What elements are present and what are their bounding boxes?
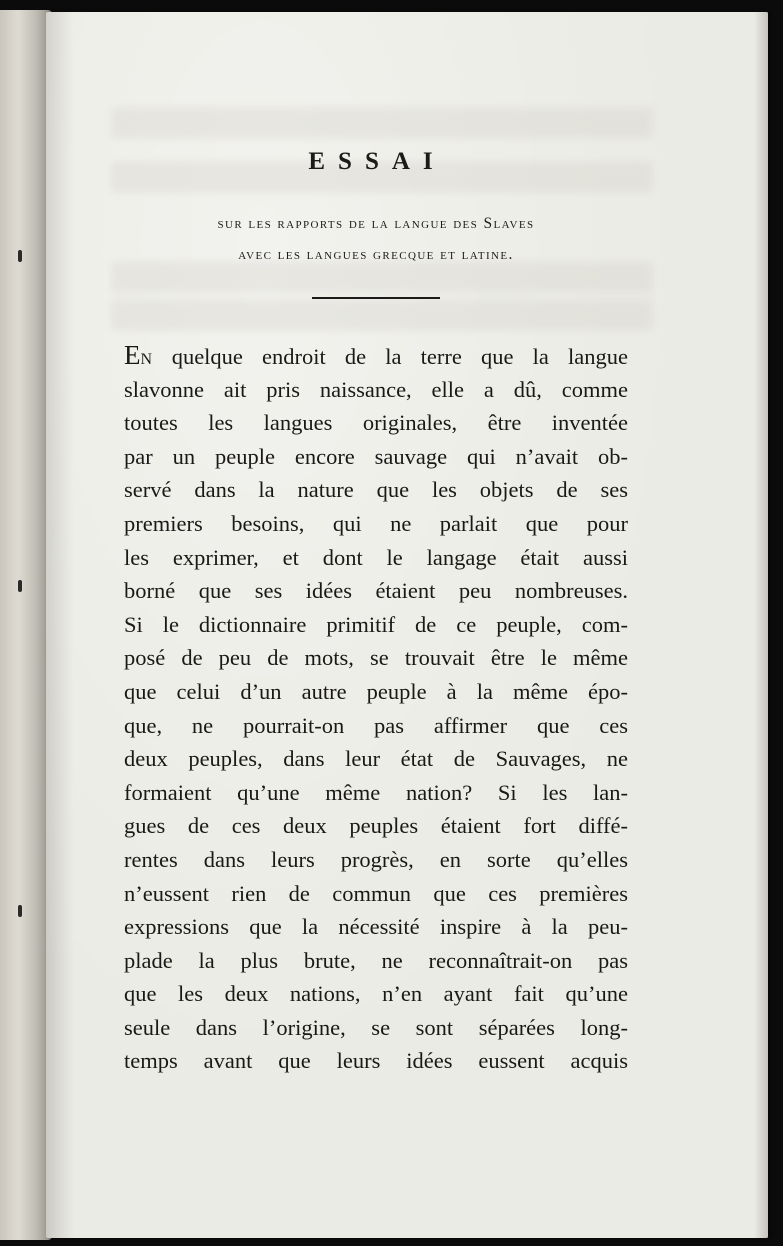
- text-line: plade la plus brute, ne reconnaîtrait-on pas: [124, 947, 628, 973]
- text-line: deux peuples, dans leur état de Sauvages, ne: [124, 746, 628, 772]
- text-line: formaient qu’une même nation? Si les lan-: [124, 779, 628, 805]
- text-line: les exprimer, et dont le langage était aussi: [124, 544, 628, 570]
- page-edge-shade: [754, 12, 768, 1238]
- text-line: temps avant que leurs idées eussent acquis: [124, 1048, 628, 1074]
- previous-page-edge: [0, 10, 52, 1240]
- binding-mark: [18, 580, 22, 592]
- text-line: premiers besoins, qui ne parlait que pour: [124, 510, 628, 536]
- drop-cap-small: N: [140, 351, 153, 368]
- text-line: que celui d’un autre peuple à la même épo-: [124, 678, 628, 704]
- body-paragraph: [124, 339, 628, 1078]
- text-line: par un peuple encore sauvage qui n’avait ob-: [124, 443, 628, 469]
- text-line: [124, 339, 628, 373]
- text-line: slavonne ait pris naissance, elle a dû, comme: [124, 376, 628, 402]
- first-line-text: quelque endroit de la terre que la langue: [152, 344, 628, 369]
- text-line: rentes dans leurs progrès, en sorte qu’elles: [124, 846, 628, 872]
- text-line: gues de ces deux peuples étaient fort diffé-: [124, 813, 628, 839]
- separator-rule: [312, 297, 440, 299]
- binding-mark: [18, 250, 22, 262]
- binding-mark: [18, 905, 22, 917]
- drop-cap: E: [124, 340, 141, 370]
- text-line: posé de peu de mots, se trouvait être le même: [124, 645, 628, 671]
- text-line: n’eussent rien de commun que ces premières: [124, 880, 628, 906]
- show-through: [112, 300, 652, 330]
- text-line: que, ne pourrait-on pas affirmer que ces: [124, 712, 628, 738]
- text-line: toutes les langues originales, être inventée: [124, 410, 628, 436]
- text-line: seule dans l’origine, se sont séparées long-: [124, 1014, 628, 1040]
- show-through: [112, 108, 652, 138]
- subtitle-line: avec les langues grecque et latine.: [238, 246, 514, 263]
- text-line: que les deux nations, n’en ayant fait qu’une: [124, 981, 628, 1007]
- page-subtitle: [96, 208, 656, 270]
- text-line: borné que ses idées étaient peu nombreuses.: [124, 578, 628, 604]
- text-line: servé dans la nature que les objets de ses: [124, 477, 628, 503]
- text-line: Si le dictionnaire primitif de ce peuple, com-: [124, 611, 628, 637]
- text-line: expressions que la nécessité inspire à la peu-: [124, 914, 628, 940]
- page-title: ESSAI: [308, 148, 446, 175]
- subtitle-line: sur les rapports de la langue des Slaves: [217, 215, 535, 232]
